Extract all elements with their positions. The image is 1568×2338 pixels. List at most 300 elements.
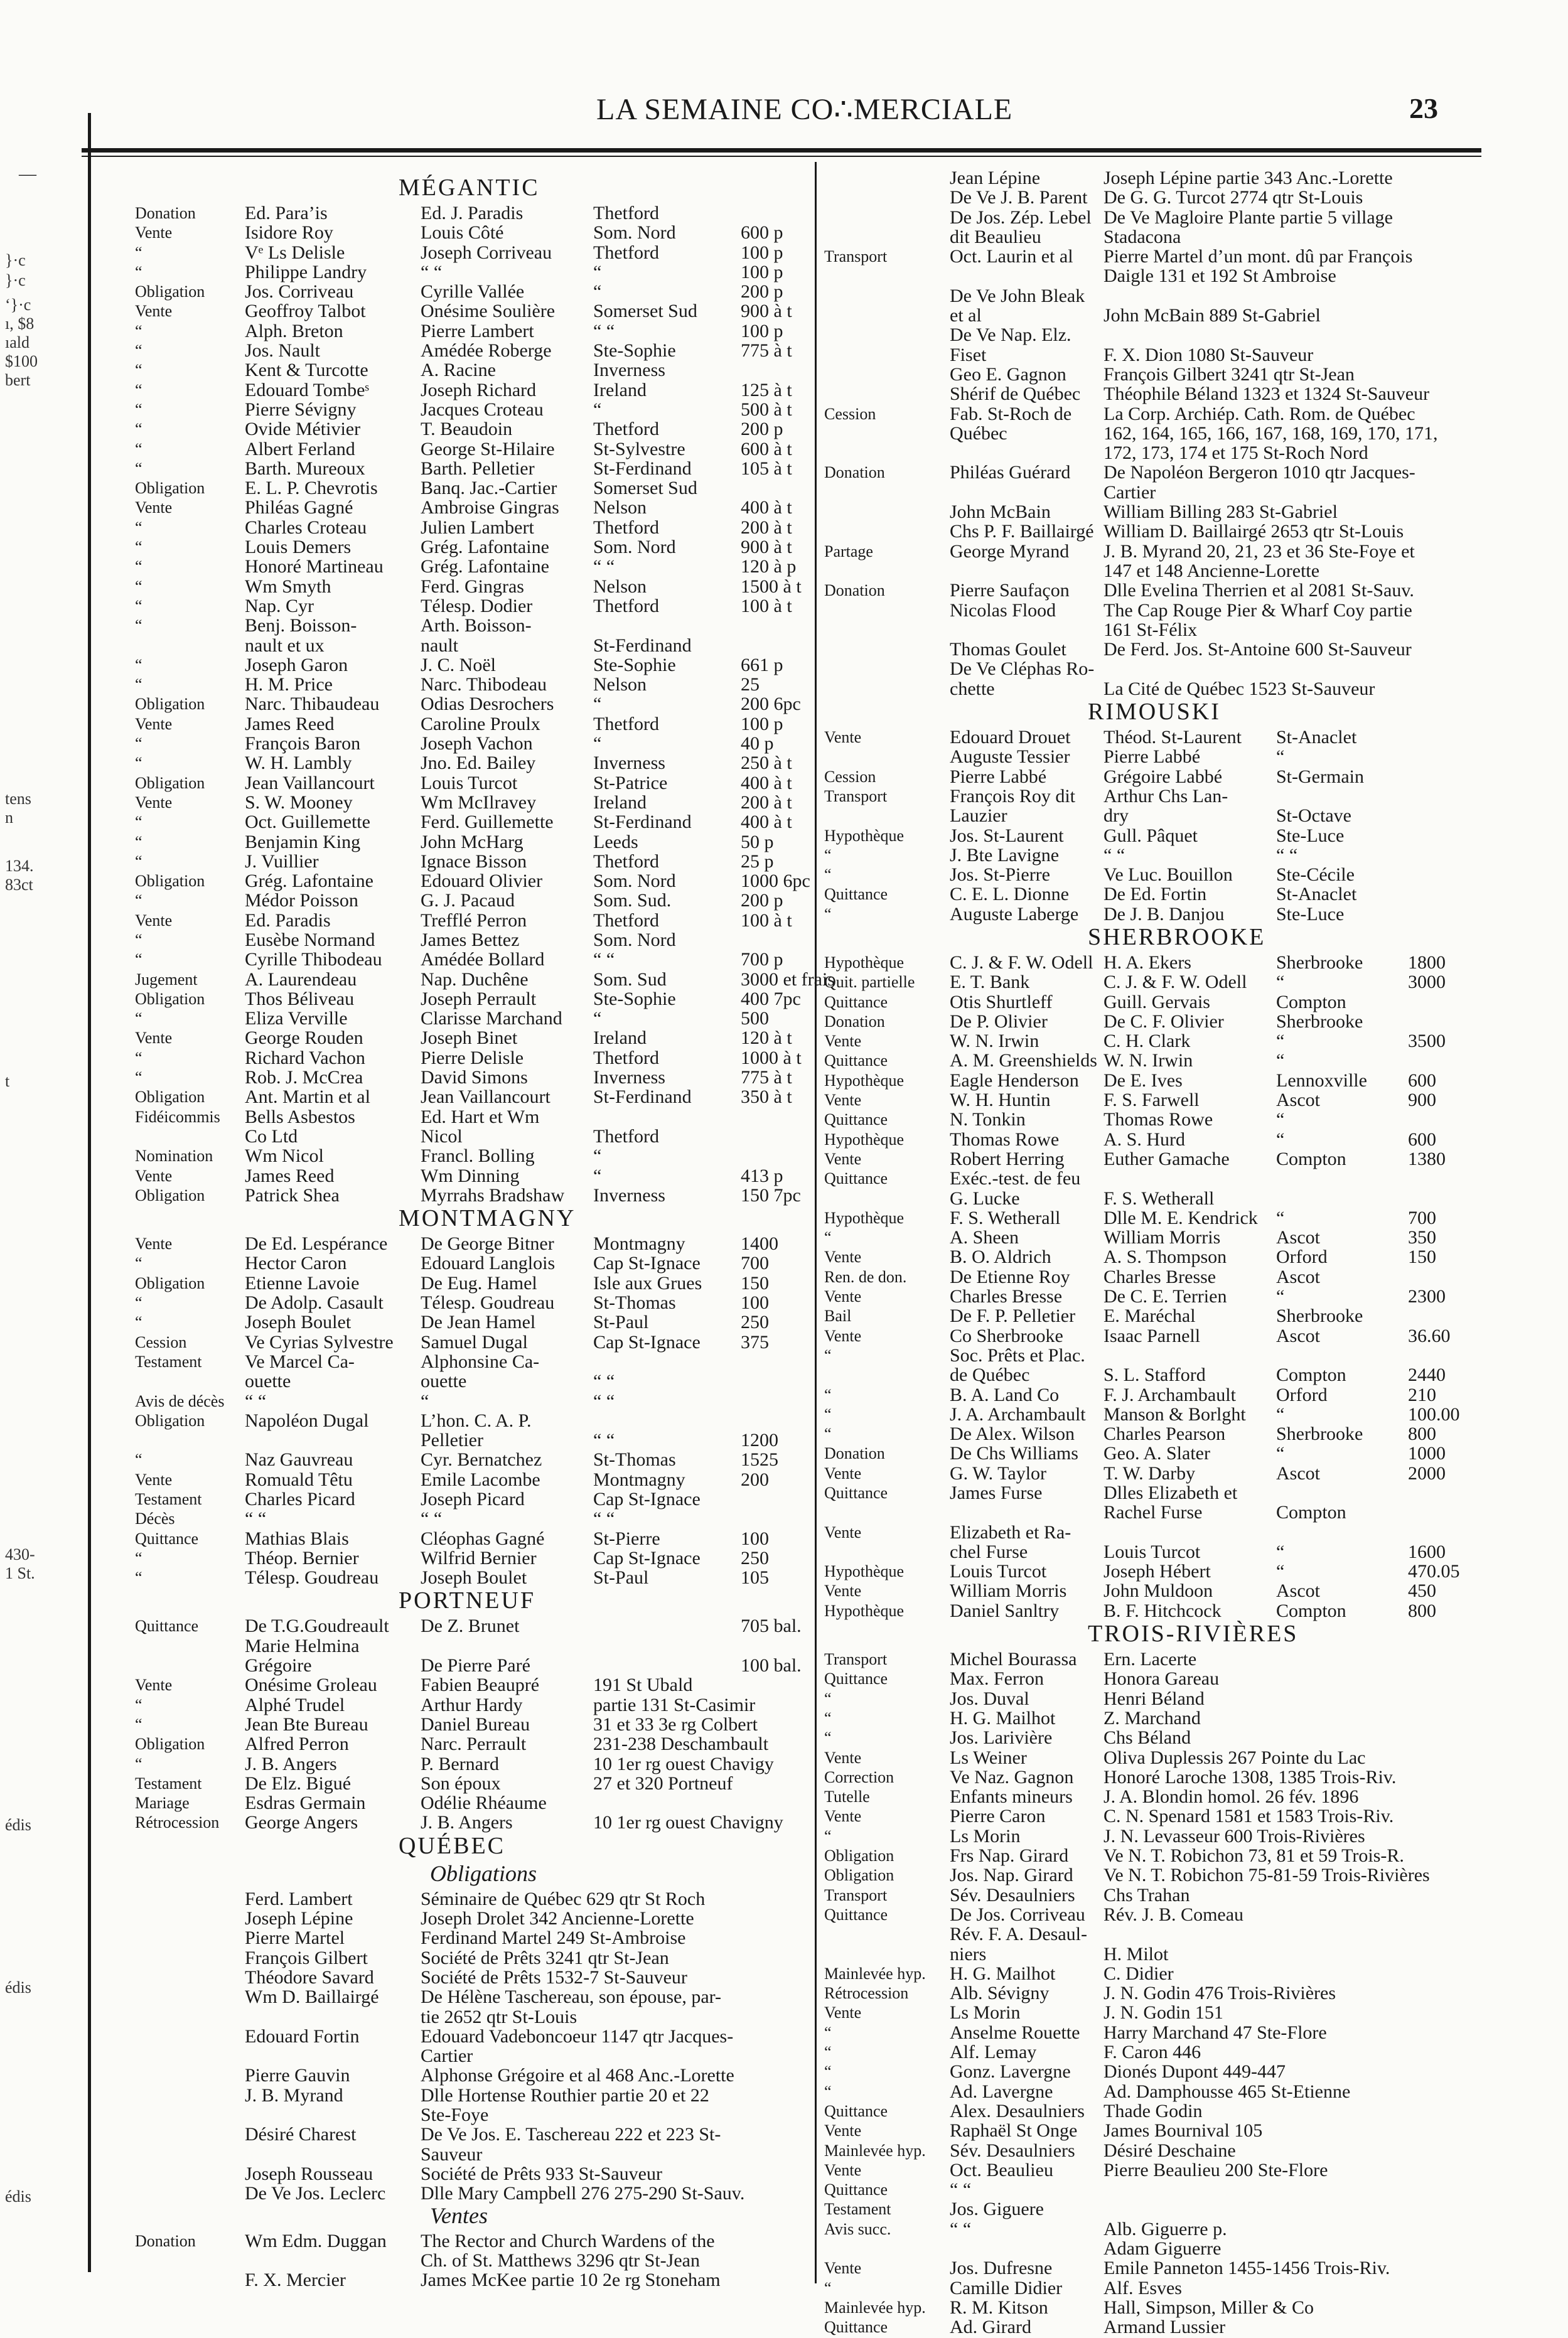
entry-type: “ <box>824 1385 832 1404</box>
entry-amount: 1000 à t <box>741 1047 802 1068</box>
entry-place: Thetford <box>593 850 659 872</box>
entry-place: “ <box>593 261 602 282</box>
register-entry <box>824 1130 1521 1149</box>
entry-party-from: Théodore Savard <box>245 1966 374 1988</box>
entry-party-to: C. J. & F. W. Odell <box>1104 972 1247 993</box>
register-entry <box>135 812 807 832</box>
entry-amount: 100 p <box>741 261 783 282</box>
register-entry <box>135 1450 807 1469</box>
entry-details: Alf. Esves <box>1104 2277 1182 2298</box>
entry-party-from: et al <box>950 305 982 326</box>
register-entry <box>135 2007 807 2027</box>
entry-type: Mainlevée hyp. <box>824 2298 926 2317</box>
entry-party-from: Sév. Desaulniers <box>950 1884 1075 1906</box>
margin-fragment <box>5 1978 31 1997</box>
entry-amount: 600 <box>1408 1129 1436 1150</box>
entry-type: Vente <box>824 1326 862 1345</box>
entry-type: Hypothèque <box>824 1601 905 1620</box>
entry-party-from: Charles Croteau <box>245 517 367 538</box>
register-entry <box>135 2027 807 2046</box>
section-heading: SHERBROOKE <box>1088 923 1266 950</box>
entry-party-from: Pierre Labbé <box>950 766 1047 787</box>
entry-place: Montmagny <box>593 1233 685 1255</box>
entry-place: Thetford <box>593 713 659 734</box>
register-entry <box>824 972 1521 992</box>
register-entry <box>824 424 1521 443</box>
entry-party-from: Médor Poisson <box>245 890 358 911</box>
entry-place: Somerset Sud <box>593 478 697 499</box>
entry-place: “ “ <box>593 1508 615 1530</box>
entry-party-to: Fabien Beaupré <box>421 1675 540 1696</box>
entry-type: Obligation <box>135 1088 205 1107</box>
entry-amount: 200 à t <box>741 791 792 813</box>
entry-party-to: Jacques Croteau <box>421 399 544 420</box>
register-entry <box>135 1253 807 1273</box>
entry-details: Hall, Simpson, Miller & Co <box>1104 2297 1314 2318</box>
entry-type: Quittance <box>824 1169 888 1188</box>
register-entry <box>824 1385 1521 1405</box>
entry-place: “ <box>1276 1561 1285 1582</box>
entry-place: Ireland <box>593 1027 647 1049</box>
entry-type: Obligation <box>135 1411 205 1430</box>
entry-place: Som. Nord <box>593 871 676 892</box>
entry-party-to: F. S. Farwell <box>1104 1090 1200 1111</box>
entry-party-from: Wm D. Baillairgé <box>245 1987 379 2008</box>
register-entry <box>135 301 807 321</box>
entry-place: 27 et 320 Portneuf <box>593 1772 733 1794</box>
register-entry <box>824 443 1521 463</box>
entry-amount: 25 <box>741 674 760 695</box>
entry-party-from: Honoré Martineau <box>245 556 384 577</box>
entry-party-from: François Baron <box>245 733 361 754</box>
entry-party-to: A. S. Thompson <box>1104 1247 1227 1268</box>
register-entry <box>824 1562 1521 1581</box>
register-entry <box>135 459 807 478</box>
entry-party-from: De Ve Jos. Leclerc <box>245 2183 386 2204</box>
register-entry <box>135 1333 807 1352</box>
entry-place: Ste-Luce <box>1276 903 1345 925</box>
entry-amount: 600 p <box>741 222 783 244</box>
register-entry <box>135 968 835 990</box>
entry-type: “ <box>135 1294 142 1312</box>
register-entry <box>824 2219 1521 2239</box>
entry-party-from: Ve Naz. Gagnon <box>950 1766 1074 1788</box>
register-entry <box>135 1293 807 1312</box>
entry-details: 147 et 148 Ancienne-Lorette <box>1104 560 1320 581</box>
entry-party-to: Myrrahs Bradshaw <box>421 1184 565 1206</box>
register-entry <box>824 1090 1521 1110</box>
entry-party-to: Caroline Proulx <box>421 713 540 734</box>
entry-type: Quittance <box>824 1670 888 1688</box>
register-entry <box>135 1754 807 1774</box>
entry-place: 231-238 Deschambault <box>593 1734 769 1755</box>
entry-type: “ <box>135 439 142 458</box>
entry-details: De Ferd. Jos. St-Antoine 600 St-Sauveur <box>1104 639 1412 660</box>
register-entry <box>824 247 1521 266</box>
margin-fragment-line: ıald <box>5 333 30 351</box>
entry-place: Nelson <box>593 576 647 597</box>
entry-party-to: Euther Gamache <box>1104 1148 1230 1169</box>
entry-details: J. B. Myrand 20, 21, 23 et 36 Ste-Foye et <box>1104 540 1415 562</box>
register-entry <box>135 1695 807 1715</box>
entry-place: St-Germain <box>1276 766 1364 787</box>
register-entry <box>824 620 1521 640</box>
register-entry <box>824 1944 1521 1964</box>
entry-details: De Hélène Taschereau, son épouse, par- <box>421 1987 722 2008</box>
entry-type: “ <box>135 459 142 478</box>
register-entry <box>824 953 1521 972</box>
entry-party-from: Eusèbe Normand <box>245 929 375 950</box>
entry-amount: 50 p <box>741 831 774 852</box>
entry-party-from: Thomas Goulet <box>950 639 1066 660</box>
margin-fragment-line: édis <box>5 1978 31 1997</box>
register-entry <box>824 2298 1521 2317</box>
entry-type: Vente <box>824 1091 862 1110</box>
entry-type: “ <box>135 321 142 340</box>
entry-type: Avis succ. <box>824 2219 891 2238</box>
entry-party-from: Romuald Têtu <box>245 1469 353 1490</box>
entry-details: James McKee partie 10 2e rg Stoneham <box>421 2270 721 2291</box>
entry-place: Sherbrooke <box>1276 1424 1363 1445</box>
entry-type: Quittance <box>824 1484 888 1502</box>
entry-place: Cap St-Ignace <box>593 1253 701 1274</box>
entry-details: C. N. Spenard 1581 et 1583 Trois-Riv. <box>1104 1806 1394 1827</box>
entry-party-to: Grég. Lafontaine <box>421 537 549 558</box>
entry-type: Décès <box>135 1510 175 1528</box>
entry-amount: 775 à t <box>741 340 792 362</box>
margin-fragment <box>5 1545 35 1583</box>
register-entry <box>135 1312 807 1332</box>
entry-party-from: De Ed. Lespérance <box>245 1233 388 1255</box>
register-entry <box>824 2180 1521 2199</box>
register-entry <box>135 1636 807 1656</box>
subsection-heading: Ventes <box>430 2202 488 2228</box>
register-entry <box>135 1568 807 1587</box>
register-entry <box>135 2125 807 2144</box>
register-entry <box>824 1464 1521 1483</box>
entry-type: Transport <box>824 1650 888 1669</box>
entry-place: “ <box>1276 1109 1285 1130</box>
entry-details: Daigle 131 et 192 St Ambroise <box>1104 265 1336 287</box>
entry-party-from: François Gilbert <box>245 1947 368 1968</box>
entry-party-from: Philippe Landry <box>245 261 367 282</box>
register-entry <box>824 767 1521 786</box>
entry-place: Thetford <box>593 517 659 538</box>
entry-type: “ <box>135 832 142 851</box>
entry-place: “ <box>593 694 602 715</box>
entry-type: “ <box>135 596 142 615</box>
entry-place: “ “ <box>1276 844 1298 866</box>
margin-fragment <box>5 2187 31 2206</box>
entry-details: Stadacona <box>1104 226 1181 247</box>
register-entry <box>824 227 1521 247</box>
entry-party-to: De E. Ives <box>1104 1070 1183 1091</box>
entry-type: Cession <box>824 767 876 786</box>
entry-type: Tutelle <box>824 1788 870 1806</box>
entry-amount: 700 <box>1408 1207 1436 1228</box>
entry-place: St-Octave <box>1276 805 1351 827</box>
register-entry <box>824 2199 1521 2219</box>
entry-details: J. A. Blondin homol. 26 fév. 1896 <box>1104 1786 1359 1808</box>
register-entry <box>824 365 1521 384</box>
entry-amount: 150 <box>1408 1247 1436 1268</box>
entry-party-from: John McBain <box>950 501 1051 523</box>
entry-details: Désiré Deschaine <box>1104 2140 1236 2161</box>
register-entry <box>135 223 807 242</box>
entry-party-to: Edouard Langlois <box>421 1253 556 1274</box>
entry-party-from: Benj. Boisson- <box>245 615 357 636</box>
register-entry <box>135 1411 807 1430</box>
margin-fragment <box>5 790 31 827</box>
entry-party-from: Nap. Cyr <box>245 595 314 616</box>
entry-details: Alphonse Grégoire et al 468 Anc.-Lorette <box>421 2065 734 2086</box>
entry-place: Ascot <box>1276 1266 1320 1287</box>
register-entry <box>824 2121 1521 2140</box>
entry-party-from: Pierre Martel <box>245 1928 345 1949</box>
entry-type: “ <box>824 1729 832 1747</box>
entry-amount: 100 p <box>741 242 783 263</box>
section-heading: QUÉBEC <box>399 1832 505 1859</box>
entry-party-to: George St-Hilaire <box>421 438 555 459</box>
entry-party-from: Grég. Lafontaine <box>245 871 373 892</box>
entry-details: Théophile Béland 1323 et 1324 St-Sauveur <box>1104 383 1430 405</box>
entry-amount: 200 <box>741 1469 769 1490</box>
entry-place: Ascot <box>1276 1580 1320 1602</box>
entry-type: Quittance <box>824 1110 888 1129</box>
entry-place: Ascot <box>1276 1090 1320 1111</box>
subsection-heading: Obligations <box>430 1860 537 1886</box>
register-entry <box>824 1885 1521 1905</box>
entry-details: Société de Prêts 1532-7 St-Sauveur <box>421 1966 687 1988</box>
entry-party-from: De Ve John Bleak <box>950 285 1085 306</box>
entry-party-from: Richard Vachon <box>245 1047 365 1068</box>
entry-party-to: Ve Luc. Bouillon <box>1104 864 1233 886</box>
entry-place: Cap St-Ignace <box>593 1547 701 1568</box>
entry-place: Ascot <box>1276 1227 1320 1248</box>
margin-fragment-line: édis <box>5 2187 31 2206</box>
entry-place: Compton <box>1276 1502 1346 1523</box>
entry-place: St-Patrice <box>593 772 668 793</box>
register-entry <box>824 1228 1521 1247</box>
register-entry <box>135 498 807 517</box>
entry-type: “ <box>135 655 142 674</box>
entry-place: Ireland <box>593 791 647 813</box>
entry-place: Ste-Sophie <box>593 340 676 362</box>
entry-party-to: G. J. Pacaud <box>421 890 515 911</box>
entry-party-from: Eliza Verville <box>245 1008 348 1029</box>
entry-party-from: S. W. Mooney <box>245 791 353 813</box>
register-entry <box>824 1649 1521 1669</box>
entry-type: Quittance <box>824 1051 888 1070</box>
entry-type: Vente <box>135 911 173 930</box>
entry-party-to: Louis Turcot <box>421 772 518 793</box>
register-entry <box>824 306 1521 325</box>
register-entry <box>135 282 807 301</box>
entry-amount: 2000 <box>1408 1462 1446 1484</box>
entry-place: partie 131 St-Casimir <box>593 1694 756 1715</box>
entry-details: Honoré Laroche 1308, 1385 Trois-Riv. <box>1104 1766 1397 1788</box>
entry-party-from: George Rouden <box>245 1027 363 1049</box>
entry-party-from: nault et ux <box>245 635 325 656</box>
entry-type: Nomination <box>135 1147 213 1166</box>
entry-party-from: De Ve J. B. Parent <box>950 187 1088 208</box>
register-entry <box>135 1146 807 1166</box>
entry-details: 172, 173, 174 et 175 St-Roch Nord <box>1104 442 1368 464</box>
entry-party-from: De F. P. Pelletier <box>950 1306 1076 1327</box>
left-column <box>135 174 835 2291</box>
entry-details: James Bournival 105 <box>1104 2120 1263 2142</box>
entry-party-to: Wm Dinning <box>421 1165 520 1186</box>
entry-type: Obligation <box>135 479 205 498</box>
entry-type: Hypothèque <box>824 953 905 972</box>
entry-type: “ <box>135 1048 142 1067</box>
entry-party-from: W. H. Lambly <box>245 753 352 774</box>
page-number: 23 <box>1409 92 1438 124</box>
entry-party-from: “ “ <box>245 1508 267 1530</box>
register-entry <box>824 1365 1521 1385</box>
entry-party-to: Daniel Bureau <box>421 1713 530 1735</box>
register-entry <box>824 2239 1521 2258</box>
entry-type: “ <box>135 1695 142 1714</box>
entry-amount: 800 <box>1408 1424 1436 1445</box>
register-entry <box>135 1107 807 1127</box>
entry-place: Ste-Sophie <box>593 654 676 675</box>
register-entry <box>135 203 807 223</box>
register-entry <box>824 1326 1521 1346</box>
entry-party-to: Joseph Vachon <box>421 733 533 754</box>
entry-type: Vente <box>824 1149 862 1168</box>
entry-party-to: Manson & Borlght <box>1104 1403 1246 1425</box>
register-entry <box>135 577 807 596</box>
entry-party-from: A. Laurendeau <box>245 968 357 990</box>
entry-place: Montmagny <box>593 1469 685 1490</box>
entry-party-to: De C. E. Terrien <box>1104 1286 1227 1307</box>
register-entry <box>824 1787 1521 1806</box>
entry-party-to: Amédée Bollard <box>421 949 545 970</box>
entry-details: De Ve Jos. E. Taschereau 222 et 223 St- <box>421 2124 721 2145</box>
register-entry <box>824 581 1521 600</box>
entry-amount: 200 p <box>741 281 783 303</box>
register-entry <box>135 616 807 635</box>
entry-type: Hypothèque <box>824 1071 905 1090</box>
entry-details: Alb. Giguerre p. <box>1104 2218 1227 2239</box>
entry-place: “ <box>1276 1443 1285 1464</box>
entry-type: Vente <box>135 1029 173 1048</box>
entry-amount: 100 p <box>741 713 783 734</box>
register-entry <box>135 1087 807 1107</box>
entry-type: “ <box>135 538 142 557</box>
entry-party-from: Kent & Turcotte <box>245 360 368 381</box>
entry-type: “ <box>824 2082 832 2101</box>
entry-party-from: Thomas Rowe <box>950 1129 1060 1150</box>
register-entry <box>135 1430 807 1450</box>
entry-details: Ferdinand Martel 249 St-Ambroise <box>421 1928 686 1949</box>
entry-place: 10 1er rg ouest Chavigny <box>593 1812 783 1833</box>
entry-party-from: Joseph Rousseau <box>245 2163 373 2184</box>
entry-place: “ <box>593 399 602 420</box>
entry-type: Hypothèque <box>824 1562 905 1581</box>
entry-type: “ <box>135 1451 142 1469</box>
entry-party-from: Ed. Para’is <box>245 203 328 223</box>
entry-details: Joseph Drolet 342 Ancienne-Lorette <box>421 1908 694 1929</box>
header-rule-thick <box>82 148 1481 153</box>
register-entry <box>135 734 807 753</box>
entry-type: Quittance <box>824 992 888 1011</box>
entry-party-to: James Bettez <box>421 929 520 950</box>
register-entry <box>135 1048 807 1068</box>
entry-type: Vente <box>824 1523 862 1542</box>
entry-type: “ <box>135 852 142 871</box>
entry-type: Vente <box>824 1748 862 1767</box>
entry-place: Cap St-Ignace <box>593 1489 701 1510</box>
register-entry <box>824 1051 1521 1070</box>
entry-party-from: Soc. Prêts et Plac. <box>950 1344 1085 1366</box>
entry-party-to: “ “ <box>421 261 443 282</box>
entry-party-from: Cyrille Thibodeau <box>245 949 382 970</box>
entry-amount: 150 7pc <box>741 1184 801 1206</box>
margin-fragment-line: édis <box>5 1816 31 1834</box>
entry-party-from: Etienne Lavoie <box>245 1272 360 1294</box>
register-entry <box>824 1689 1521 1708</box>
entry-type: Obligation <box>824 1866 894 1885</box>
entry-party-to: Nicol <box>421 1125 463 1147</box>
register-entry <box>824 345 1521 365</box>
register-entry <box>135 1616 807 1636</box>
entry-party-from: Barth. Mureoux <box>245 458 365 479</box>
entry-party-from: J. A. Archambault <box>950 1403 1086 1425</box>
entry-party-from: Max. Ferron <box>950 1668 1044 1690</box>
entry-type: Vente <box>824 1287 862 1306</box>
entry-type: Mainlevée hyp. <box>824 2141 926 2160</box>
entry-type: Mariage <box>135 1794 190 1813</box>
register-entry <box>135 596 807 616</box>
entry-party-from: Alph. Breton <box>245 320 343 341</box>
entry-party-from: Auguste Laberge <box>950 903 1079 925</box>
entry-party-from: Marie Helmina <box>245 1635 360 1656</box>
entry-amount: 705 bal. <box>741 1616 802 1637</box>
entry-party-from: Ovide Métivier <box>245 419 361 440</box>
entry-party-from: Eagle Henderson <box>950 1070 1079 1091</box>
entry-amount: 900 <box>1408 1090 1436 1111</box>
register-entry <box>824 188 1521 207</box>
entry-party-to: Joseph Binet <box>421 1027 518 1049</box>
entry-place: Compton <box>1276 991 1346 1012</box>
register-entry <box>135 2145 807 2164</box>
register-entry <box>824 826 1521 845</box>
register-entry <box>135 911 807 930</box>
entry-type: “ <box>824 2043 832 2062</box>
entry-party-from: Sév. Desaulniers <box>950 2140 1075 2161</box>
entry-party-from: E. T. Bank <box>950 972 1030 993</box>
entry-details: J. N. Godin 151 <box>1104 2002 1223 2024</box>
entry-party-from: Shérif de Québec <box>950 383 1081 405</box>
entry-details: Dlle Mary Campbell 276 275-290 St-Sauv. <box>421 2183 745 2204</box>
register-entry <box>135 1371 807 1391</box>
entry-place: “ <box>1276 972 1285 993</box>
register-entry <box>824 1208 1521 1228</box>
register-entry <box>135 262 807 282</box>
entry-amount: 900 à t <box>741 301 792 322</box>
entry-type: Quit. partielle <box>824 973 915 992</box>
register-entry <box>824 1031 1521 1051</box>
register-entry <box>135 518 807 537</box>
entry-party-from: C. E. L. Dionne <box>950 884 1069 905</box>
entry-party-to: Joseph Picard <box>421 1489 525 1510</box>
entry-type: “ <box>824 1425 832 1444</box>
entry-place: “ “ <box>593 320 615 341</box>
entry-place: Ascot <box>1276 1325 1320 1346</box>
entry-party-to: Nap. Duchêne <box>421 968 529 990</box>
